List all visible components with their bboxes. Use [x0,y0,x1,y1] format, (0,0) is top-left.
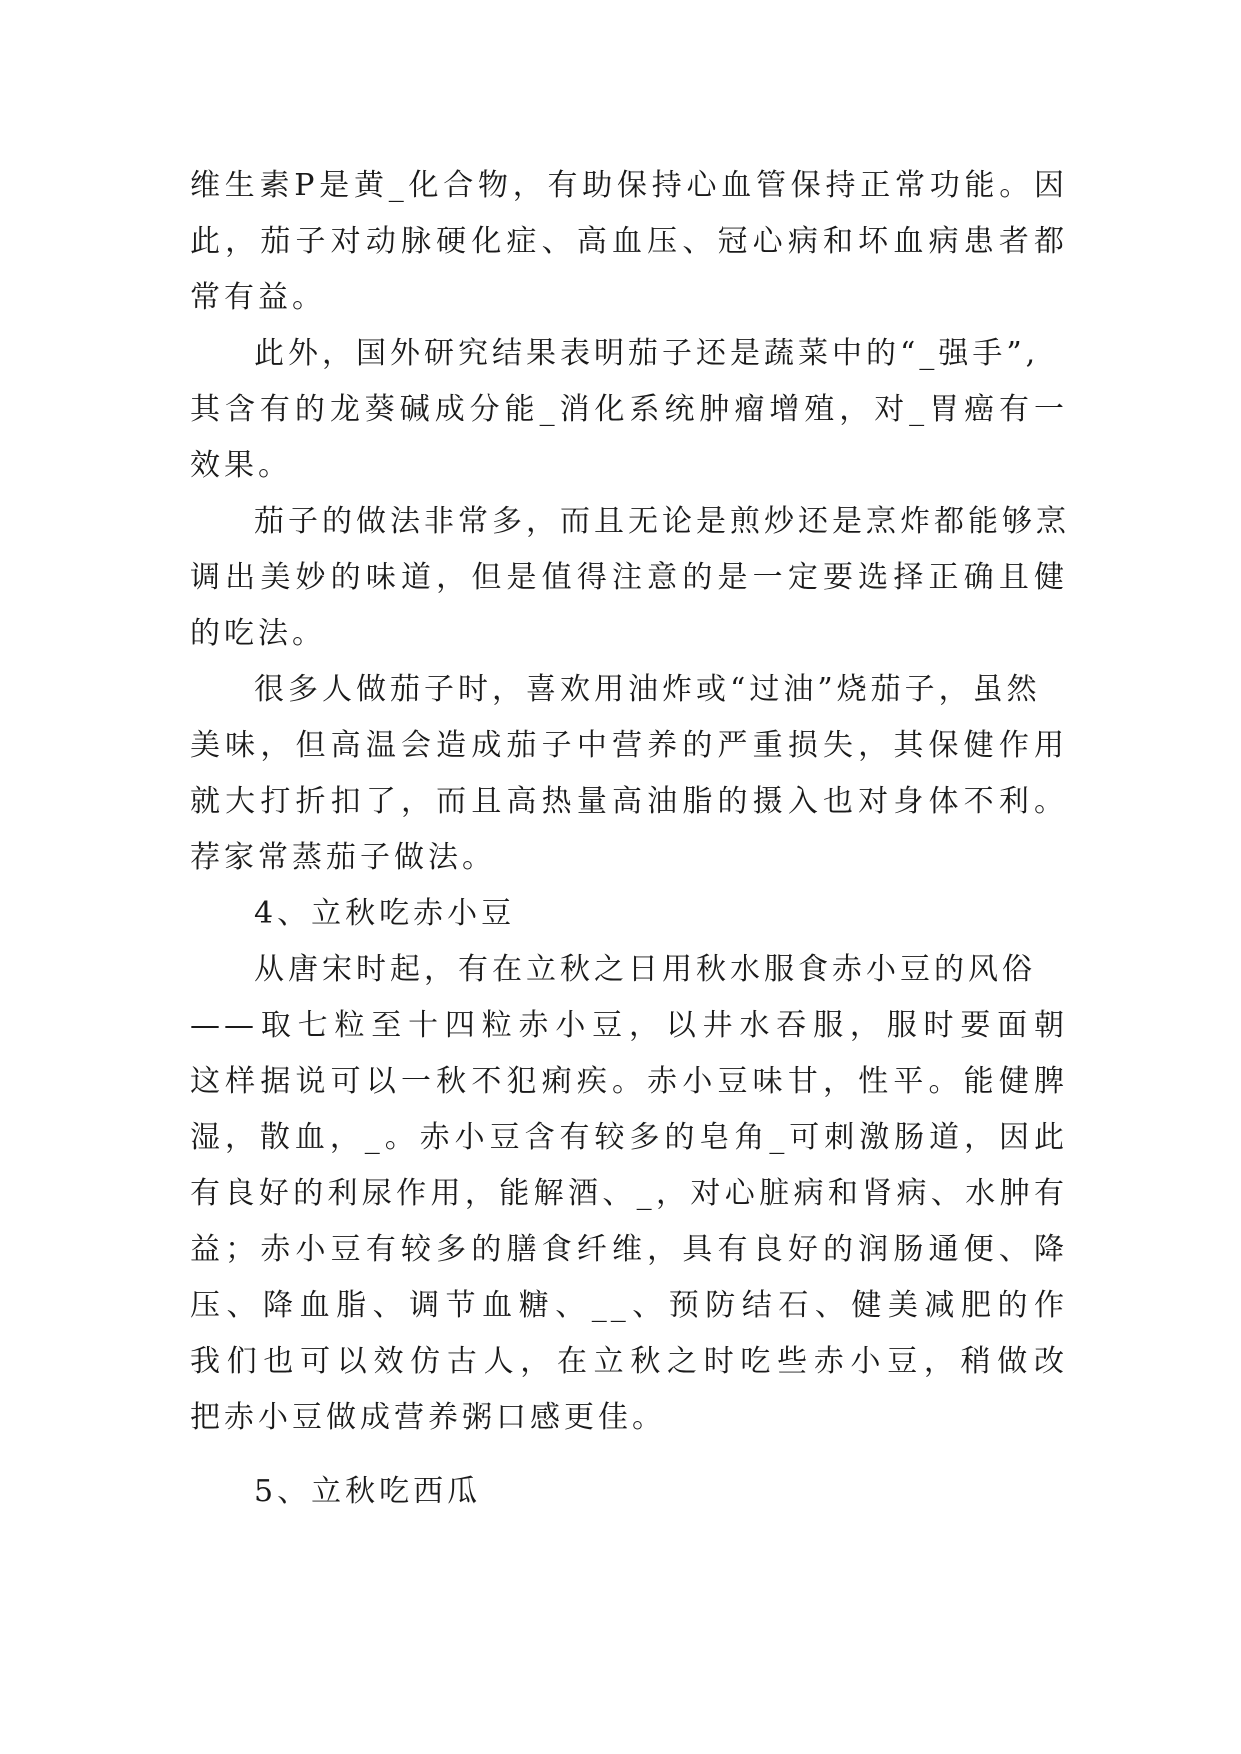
text-line: 湿，散血，_。赤小豆含有较多的皂角_可刺激肠道，因此 [190,1120,1068,1155]
text-line: 常有益。 [190,280,326,315]
text-line: 荐家常蒸茄子做法。 [190,840,496,875]
text-line: 效果。 [190,448,292,483]
paragraph-first-line: 很多人做茄子时，喜欢用油炸或“过油”烧茄子，虽然 [254,672,1041,707]
text-line: 调出美妙的味道，但是值得注意的是一定要选择正确且健 [190,560,1068,595]
section-heading: 5、立秋吃西瓜 [254,1474,482,1509]
text-line: 的吃法。 [190,616,326,651]
text-line: 有良好的利尿作用，能解酒、_，对心脏病和肾病、水肿有 [190,1176,1068,1211]
text-line: 维生素P是黄_化合物，有助保持心血管保持正常功能。因 [190,168,1068,203]
text-line: 其含有的龙葵碱成分能_消化系统肿瘤增殖，对_胃癌有一 [190,392,1068,427]
text-line: 就大打折扣了，而且高热量高油脂的摄入也对身体不利。 [190,784,1068,819]
paragraph-first-line: 从唐宋时起，有在立秋之日用秋水服食赤小豆的风俗 [254,952,1036,987]
section-heading: 4、立秋吃赤小豆 [254,896,516,931]
paragraph-first-line: 茄子的做法非常多，而且无论是煎炒还是烹炸都能够烹 [254,504,1070,539]
text-line: 美味，但高温会造成茄子中营养的严重损失，其保健作用 [190,728,1068,763]
paragraph-first-line: 此外，国外研究结果表明茄子还是蔬菜中的“_强手”, [254,336,1040,371]
text-line: 益；赤小豆有较多的膳食纤维，具有良好的润肠通便、降 [190,1232,1068,1267]
document-body [190,158,1068,1520]
text-line: 把赤小豆做成营养粥口感更佳。 [190,1400,666,1435]
text-line: ——取七粒至十四粒赤小豆，以井水吞服，服时要面朝 [190,1008,1068,1043]
text-line: 此，茄子对动脉硬化症、高血压、冠心病和坏血病患者都 [190,224,1068,259]
text-line: 我们也可以效仿古人，在立秋之时吃些赤小豆，稍做改 [190,1344,1068,1379]
text-line: 压、降血脂、调节血糖、__、预防结石、健美减肥的作 [190,1288,1068,1323]
text-line: 这样据说可以一秋不犯痢疾。赤小豆味甘，性平。能健脾 [190,1064,1068,1099]
